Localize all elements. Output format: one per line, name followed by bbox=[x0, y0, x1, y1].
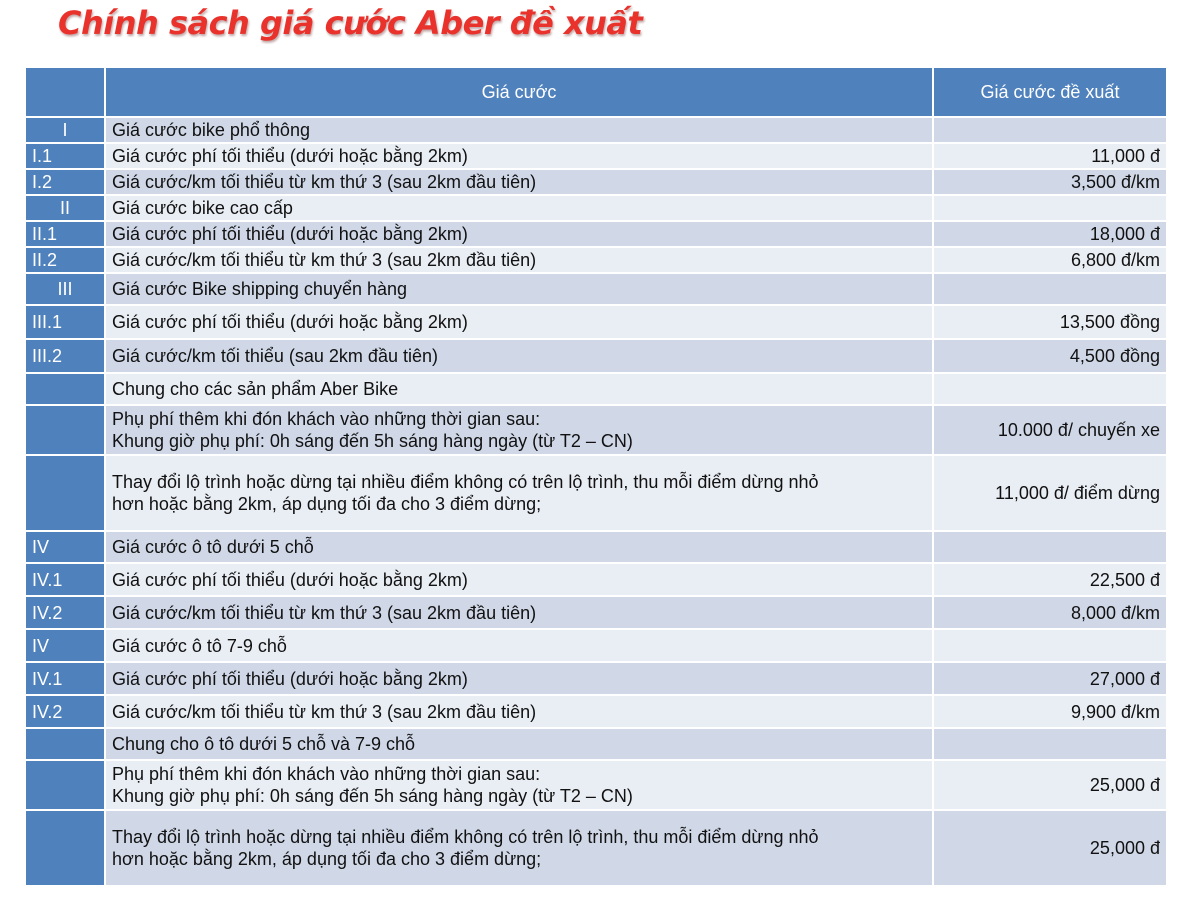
row-price: 13,500 đồng bbox=[933, 305, 1167, 339]
row-description-line: Giá cước phí tối thiểu (dưới hoặc bằng 2km) bbox=[112, 312, 468, 332]
row-number: III.2 bbox=[25, 339, 105, 373]
header-number bbox=[25, 67, 105, 117]
row-description-line: Giá cước bike phổ thông bbox=[112, 120, 310, 140]
row-number: III bbox=[25, 273, 105, 305]
row-description-line: Giá cước ô tô dưới 5 chỗ bbox=[112, 537, 314, 557]
row-price: 9,900 đ/km bbox=[933, 695, 1167, 728]
row-description bbox=[105, 455, 933, 531]
table-row bbox=[25, 221, 1167, 247]
table-row bbox=[25, 728, 1167, 760]
row-description bbox=[105, 810, 933, 886]
row-price: 25,000 đ bbox=[933, 760, 1167, 810]
row-description-line: Giá cước phí tối thiểu (dưới hoặc bằng 2km) bbox=[112, 146, 468, 166]
table-row bbox=[25, 455, 1167, 531]
row-number: IV bbox=[25, 531, 105, 563]
pricing-table bbox=[24, 66, 1168, 887]
row-description bbox=[105, 695, 933, 728]
table-row bbox=[25, 195, 1167, 221]
row-description bbox=[105, 143, 933, 169]
row-description-line: Giá cước ô tô 7-9 chỗ bbox=[112, 635, 287, 656]
table-row bbox=[25, 247, 1167, 273]
row-number bbox=[25, 728, 105, 760]
row-description-line: Giá cước/km tối thiểu từ km thứ 3 (sau 2km đầu tiên) bbox=[112, 250, 537, 270]
row-description-line: Khung giờ phụ phí: 0h sáng đến 5h sáng hàng ngày (từ T2 – CN) bbox=[112, 431, 633, 451]
row-description-line: Thay đổi lộ trình hoặc dừng tại nhiều điểm không có trên lộ trình, thu mỗi điểm dừng nhỏ bbox=[112, 472, 819, 492]
table-row bbox=[25, 760, 1167, 810]
row-description bbox=[105, 169, 933, 195]
row-description-line: Giá cước phí tối thiểu (dưới hoặc bằng 2km) bbox=[112, 224, 468, 244]
row-description-line: Chung cho ô tô dưới 5 chỗ và 7-9 chỗ bbox=[112, 734, 416, 754]
row-number bbox=[25, 810, 105, 886]
row-description bbox=[105, 728, 933, 760]
row-number: IV.2 bbox=[25, 695, 105, 728]
row-description-line: Giá cước phí tối thiểu (dưới hoặc bằng 2km) bbox=[112, 569, 468, 590]
row-description bbox=[105, 662, 933, 695]
row-number: IV.1 bbox=[25, 563, 105, 596]
table-row bbox=[25, 373, 1167, 405]
row-description bbox=[105, 760, 933, 810]
row-number bbox=[25, 405, 105, 455]
row-price: 11,000 đ bbox=[933, 143, 1167, 169]
row-price: 8,000 đ/km bbox=[933, 596, 1167, 629]
row-description bbox=[105, 247, 933, 273]
table-row bbox=[25, 695, 1167, 728]
header-description: Giá cước bbox=[105, 67, 933, 117]
row-price: 27,000 đ bbox=[933, 662, 1167, 695]
row-number: II.2 bbox=[25, 247, 105, 273]
row-number: I.2 bbox=[25, 169, 105, 195]
row-description bbox=[105, 531, 933, 563]
row-number: IV.1 bbox=[25, 662, 105, 695]
row-price: 10.000 đ/ chuyến xe bbox=[933, 405, 1167, 455]
table-row bbox=[25, 810, 1167, 886]
table-row bbox=[25, 563, 1167, 596]
row-description-line: Giá cước/km tối thiểu từ km thứ 3 (sau 2km đầu tiên) bbox=[112, 701, 537, 722]
row-description bbox=[105, 629, 933, 662]
row-number: I.1 bbox=[25, 143, 105, 169]
row-price bbox=[933, 373, 1167, 405]
row-price bbox=[933, 531, 1167, 563]
row-description bbox=[105, 117, 933, 143]
row-price bbox=[933, 117, 1167, 143]
row-description bbox=[105, 305, 933, 339]
row-description-line: hơn hoặc bằng 2km, áp dụng tối đa cho 3 điểm dừng; bbox=[112, 849, 542, 869]
table-row bbox=[25, 405, 1167, 455]
row-number: IV.2 bbox=[25, 596, 105, 629]
row-number: II bbox=[25, 195, 105, 221]
row-description-line: Giá cước/km tối thiểu (sau 2km đầu tiên) bbox=[112, 346, 438, 366]
row-description bbox=[105, 195, 933, 221]
row-description-line: hơn hoặc bằng 2km, áp dụng tối đa cho 3 điểm dừng; bbox=[112, 494, 542, 514]
row-price: 3,500 đ/km bbox=[933, 169, 1167, 195]
table-row bbox=[25, 662, 1167, 695]
row-price: 6,800 đ/km bbox=[933, 247, 1167, 273]
table-row bbox=[25, 273, 1167, 305]
header-price: Giá cước đề xuất bbox=[933, 67, 1167, 117]
row-description-line: Giá cước bike cao cấp bbox=[112, 198, 293, 218]
row-price bbox=[933, 629, 1167, 662]
row-description-line: Khung giờ phụ phí: 0h sáng đến 5h sáng hàng ngày (từ T2 – CN) bbox=[112, 786, 633, 806]
row-price bbox=[933, 728, 1167, 760]
row-price: 11,000 đ/ điểm dừng bbox=[933, 455, 1167, 531]
table-row bbox=[25, 143, 1167, 169]
row-price: 18,000 đ bbox=[933, 221, 1167, 247]
table-header bbox=[25, 67, 1167, 117]
table-row bbox=[25, 596, 1167, 629]
row-number: III.1 bbox=[25, 305, 105, 339]
page-title: Chính sách giá cước Aber đề xuất bbox=[58, 4, 643, 42]
row-price: 4,500 đồng bbox=[933, 339, 1167, 373]
row-number bbox=[25, 760, 105, 810]
row-description bbox=[105, 596, 933, 629]
row-description-line: Thay đổi lộ trình hoặc dừng tại nhiều điểm không có trên lộ trình, thu mỗi điểm dừng nhỏ bbox=[112, 827, 819, 847]
row-description-line: Phụ phí thêm khi đón khách vào những thời gian sau: bbox=[112, 409, 541, 429]
row-description-line: Giá cước/km tối thiểu từ km thứ 3 (sau 2km đầu tiên) bbox=[112, 172, 537, 192]
row-number: I bbox=[25, 117, 105, 143]
table-row bbox=[25, 629, 1167, 662]
table-body bbox=[25, 117, 1167, 886]
row-description-line: Giá cước phí tối thiểu (dưới hoặc bằng 2km) bbox=[112, 668, 468, 689]
row-description bbox=[105, 273, 933, 305]
row-description-line: Giá cước Bike shipping chuyển hàng bbox=[112, 279, 408, 299]
row-number bbox=[25, 455, 105, 531]
row-price: 22,500 đ bbox=[933, 563, 1167, 596]
row-number bbox=[25, 373, 105, 405]
row-description bbox=[105, 339, 933, 373]
row-description bbox=[105, 563, 933, 596]
row-description-line: Chung cho các sản phẩm Aber Bike bbox=[112, 379, 399, 399]
row-description bbox=[105, 405, 933, 455]
row-price bbox=[933, 273, 1167, 305]
table-row bbox=[25, 117, 1167, 143]
table-row bbox=[25, 305, 1167, 339]
row-description bbox=[105, 221, 933, 247]
row-description-line: Phụ phí thêm khi đón khách vào những thời gian sau: bbox=[112, 764, 541, 784]
table-row bbox=[25, 339, 1167, 373]
row-description-line: Giá cước/km tối thiểu từ km thứ 3 (sau 2km đầu tiên) bbox=[112, 602, 537, 623]
table-row bbox=[25, 169, 1167, 195]
row-price bbox=[933, 195, 1167, 221]
row-number: II.1 bbox=[25, 221, 105, 247]
row-price: 25,000 đ bbox=[933, 810, 1167, 886]
row-number: IV bbox=[25, 629, 105, 662]
table-row bbox=[25, 531, 1167, 563]
row-description bbox=[105, 373, 933, 405]
